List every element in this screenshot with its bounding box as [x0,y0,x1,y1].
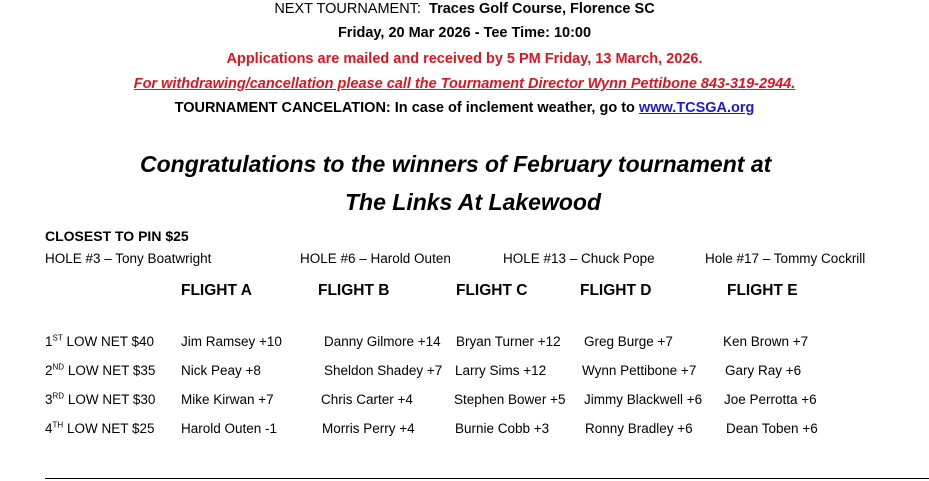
result-3-flight-a: Mike Kirwan +7 [181,392,274,407]
next-tournament-line [0,1,929,17]
place-label-1: 1ST LOW NET $40 [45,333,155,349]
result-2-flight-d: Wynn Pettibone +7 [582,363,697,378]
flight-c-header: FLIGHT C [456,282,528,299]
flight-b-header: FLIGHT B [318,282,390,299]
tcsga-link[interactable]: www.TCSGA.org [638,100,755,116]
cancelation-line [0,100,929,116]
date-line [0,25,929,41]
tournament-date: Friday, 20 Mar 2026 [337,25,471,41]
congrats-line-1: Congratulations to the winners of February tournament at [140,151,772,177]
tee-time: - Tee Time: 10:00 [470,25,592,41]
result-1-flight-e: Ken Brown +7 [723,334,809,349]
result-4-flight-b: Morris Perry +4 [322,421,415,436]
result-2-flight-c: Larry Sims +12 [455,363,547,378]
next-tournament-label: NEXT TOURNAMENT: [274,1,421,17]
place-label-4: 4TH LOW NET $25 [45,420,155,436]
congrats-line-2: The Links At Lakewood [345,189,602,215]
closest-to-pin-title: CLOSEST TO PIN $25 [45,228,189,244]
place-label-2: 2ND LOW NET $35 [45,362,156,378]
next-tournament-course: Traces Golf Course, Florence SC [429,1,655,17]
result-1-flight-b: Danny Gilmore +14 [324,334,441,349]
result-1-flight-c: Bryan Turner +12 [456,334,561,349]
closest-hole-3: HOLE #3 – Tony Boatwright [45,251,212,266]
closest-hole-6: HOLE #6 – Harold Outen [300,251,451,266]
bottom-divider [45,478,929,479]
result-1-flight-d: Greg Burge +7 [584,334,673,349]
place-label-3: 3RD LOW NET $30 [45,391,156,407]
result-4-flight-c: Burnie Cobb +3 [455,421,550,436]
cancelation-text: : In case of inclement weather, go to [385,100,639,116]
result-4-flight-d: Ronny Bradley +6 [585,421,693,436]
closest-hole-13: HOLE #13 – Chuck Pope [503,251,655,266]
cancelation-label: TOURNAMENT CANCELATION [174,100,386,116]
result-4-flight-a: Harold Outen -1 [181,421,278,436]
result-2-flight-a: Nick Peay +8 [181,363,261,378]
withdraw-notice: For withdrawing/cancellation please call the Tournament Director Wynn Pettibone 843-319-2944. [133,76,796,92]
result-2-flight-e: Gary Ray +6 [725,363,802,378]
result-3-flight-d: Jimmy Blackwell +6 [584,392,703,407]
result-3-flight-e: Joe Perrotta +6 [724,392,817,407]
flight-d-header: FLIGHT D [580,282,652,299]
result-3-flight-c: Stephen Bower +5 [454,392,566,407]
applications-notice: Applications are mailed and received by 5 PM Friday, 13 March, 2026. [226,51,703,67]
result-3-flight-b: Chris Carter +4 [321,392,413,407]
closest-hole-17: Hole #17 – Tommy Cockrill [705,251,866,266]
flight-a-header: FLIGHT A [181,282,252,299]
flight-e-header: FLIGHT E [727,282,798,299]
result-1-flight-a: Jim Ramsey +10 [181,334,282,349]
result-2-flight-b: Sheldon Shadey +7 [324,363,443,378]
result-4-flight-e: Dean Toben +6 [726,421,818,436]
